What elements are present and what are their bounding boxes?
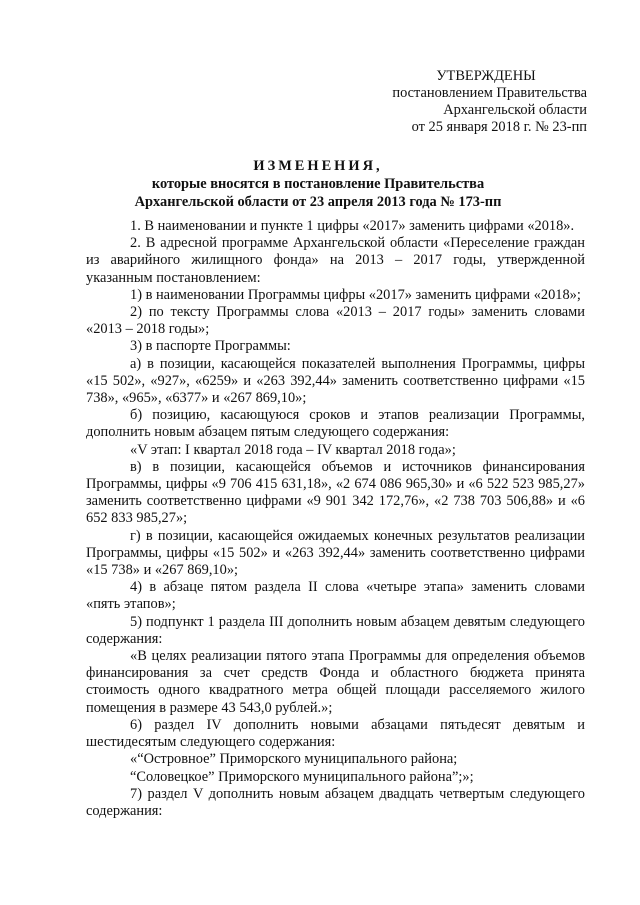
paragraph: 2. В адресной программе Архангельской области «Переселение граждан из аварийного жилищного фонда» на 2013 – 2017 годы, утвержденной указанным постановлением: [86, 235, 585, 286]
approval-block [347, 68, 587, 136]
paragraph: г) в позиции, касающейся ожидаемых конечных результатов реализации Программы, цифры «15 502» и «263 392,44» заменить соответственно цифрами «15 738» и «267 869,10»; [86, 527, 585, 579]
paragraph: б) позицию, касающуюся сроков и этапов реализации Программы, дополнить новым абзацем пятым следующего содержания: [86, 407, 585, 441]
paragraph: “Соловецкое” Приморского муниципального района”;»; [130, 768, 474, 785]
document-title [88, 157, 548, 211]
paragraph: 5) подпункт 1 раздела III дополнить новым абзацем девятым следующего содержания: [86, 613, 585, 647]
approval-line-3: от 25 января 2018 г. № 23-пп [411, 119, 587, 135]
paragraph: 7) раздел V дополнить новым абзацем двадцать четвертым следующего содержания: [86, 785, 585, 819]
approval-heading: УТВЕРЖДЕНЫ [436, 68, 536, 84]
paragraph: а) в позиции, касающейся показателей выполнения Программы, цифры «15 502», «927», «6259» и «263 392,44» заменить соответственно цифрами «15 738», «965», «6377» и «267 869,10»; [86, 355, 585, 407]
paragraph: 3) в паспорте Программы: [130, 338, 291, 355]
title-line-2: которые вносятся в постановление Правительства [151, 176, 485, 192]
paragraph: 4) в абзаце пятом раздела II слова «четыре этапа» заменить словами «пять этапов»; [86, 579, 585, 613]
paragraph: в) в позиции, касающейся объемов и источников финансирования Программы, цифры «9 706 415 631,18», «2 674 086 965,30» и «6 522 523 985,27» заменить соответственно цифрами «9 901 342 172,76», «2 738 703 506,88» и «6 652 833 985,27»; [86, 458, 585, 527]
paragraph: 1. В наименовании и пункте 1 цифры «2017» заменить цифрами «2018». [130, 218, 575, 234]
approval-line-2: Архангельской области [443, 102, 587, 118]
paragraph: 2) по тексту Программы слова «2013 – 2017 годы» заменить словами «2013 – 2018 годы»; [86, 304, 585, 338]
document-body [86, 218, 585, 820]
title-line-3: Архангельской области от 23 апреля 2013 года № 173-пп [134, 194, 502, 210]
approval-line-1: постановлением Правительства [392, 85, 587, 101]
title-main: ИЗМЕНЕНИЯ, [253, 158, 383, 174]
paragraph: 1) в наименовании Программы цифры «2017» заменить цифрами «2018»; [130, 286, 581, 303]
paragraph: 6) раздел IV дополнить новыми абзацами пятьдесят девятым и шестидесятым следующего содержания: [86, 716, 585, 751]
paragraph: «V этап: I квартал 2018 года – IV квартал 2018 года»; [130, 441, 456, 458]
paragraph: «“Островное” Приморского муниципального района; [130, 751, 458, 768]
paragraph: «В целях реализации пятого этапа Программы для определения объемов финансирования за счет средств Фонда и областного бюджета принята стоимость одного квадратного метра общей площади расселяемого жилого помещения в размере 43 543,0 рублей.»; [86, 648, 585, 716]
